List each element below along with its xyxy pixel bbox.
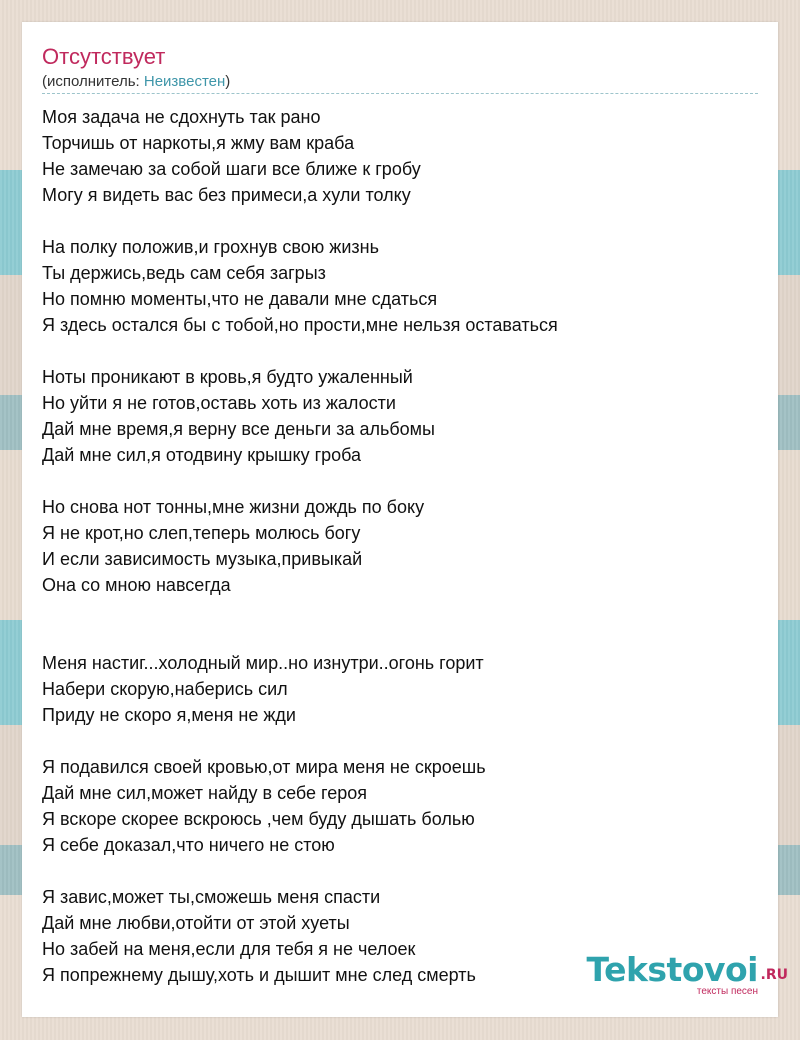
title-divider [42,93,758,94]
lyric-line: Дай мне сил,может найду в себе героя [42,783,367,803]
artist-link[interactable]: Неизвестен [143,73,226,90]
lyric-line: Приду не скоро я,меня не жди [42,705,296,725]
lyrics-card [22,22,778,1017]
lyric-line: Моя задача не сдохнуть так рано [42,107,321,127]
lyric-line: Могу я видеть вас без примеси,а хули толку [42,185,411,205]
lyric-line: И если зависимость музыка,привыкай [42,549,363,569]
stanza [42,104,758,208]
lyric-line: Я завис,может ты,сможешь меня спасти [42,887,381,907]
lyric-line: Дай мне сил,я отодвину крышку гроба [42,445,362,465]
lyric-line: Я подавился своей кровью,от мира меня не скроешь [42,757,486,777]
stanza [42,754,758,858]
lyric-line: Набери скорую,наберись сил [42,679,288,699]
lyric-line: Меня настиг...холодный мир..но изнутри..огонь горит [42,653,484,673]
lyric-line: Но уйти я не готов,оставь хоть из жалости [42,393,396,413]
lyric-line: Я не крот,но слеп,теперь молюсь богу [42,523,361,543]
lyric-line: Я попрежнему дышу,хоть и дышит мне след смерть [42,965,476,985]
lyric-line: На полку положив,и грохнув свою жизнь [42,237,379,257]
artist-suffix: ) [225,73,231,90]
song-title: Отсутствует [42,44,166,69]
lyric-line: Я здесь остался бы с тобой,но прости,мне нельзя оставаться [42,315,558,335]
lyric-line: Ноты проникают в кровь,я будто ужаленный [42,367,413,387]
artist-line [42,72,230,92]
lyrics-body [42,104,758,1014]
logo-tld: .RU [760,967,788,983]
lyric-line: Я вскоре скорее вскроюсь ,чем буду дышать болью [42,809,475,829]
lyric-line: Дай мне любви,отойти от этой хуеты [42,913,350,933]
lyric-line: Но помню моменты,что не давали мне сдаться [42,289,438,309]
artist-prefix: (исполнитель: [42,73,144,90]
lyric-line: Торчишь от наркоты,я жму вам краба [42,133,355,153]
lyric-line: Ты держись,ведь сам себя загрыз [42,263,326,283]
stanza [42,234,758,338]
lyric-line: Но забей на меня,если для тебя я не челоек [42,939,416,959]
lyric-line: Но снова нот тонны,мне жизни дождь по боку [42,497,425,517]
lyric-line: Дай мне время,я верну все деньги за альбомы [42,419,435,439]
logo-wordmark: Tekstovoi [586,950,758,989]
stanza [42,364,758,468]
lyric-line: Она со мною навсегда [42,575,231,595]
stanza [42,494,758,598]
logo-tagline: тексты песен [696,986,758,997]
lyric-line: Я себе доказал,что ничего не стою [42,835,335,855]
lyric-line: Не замечаю за собой шаги все ближе к гробу [42,159,421,179]
stanza [42,650,758,728]
site-logo[interactable] [584,950,794,1000]
